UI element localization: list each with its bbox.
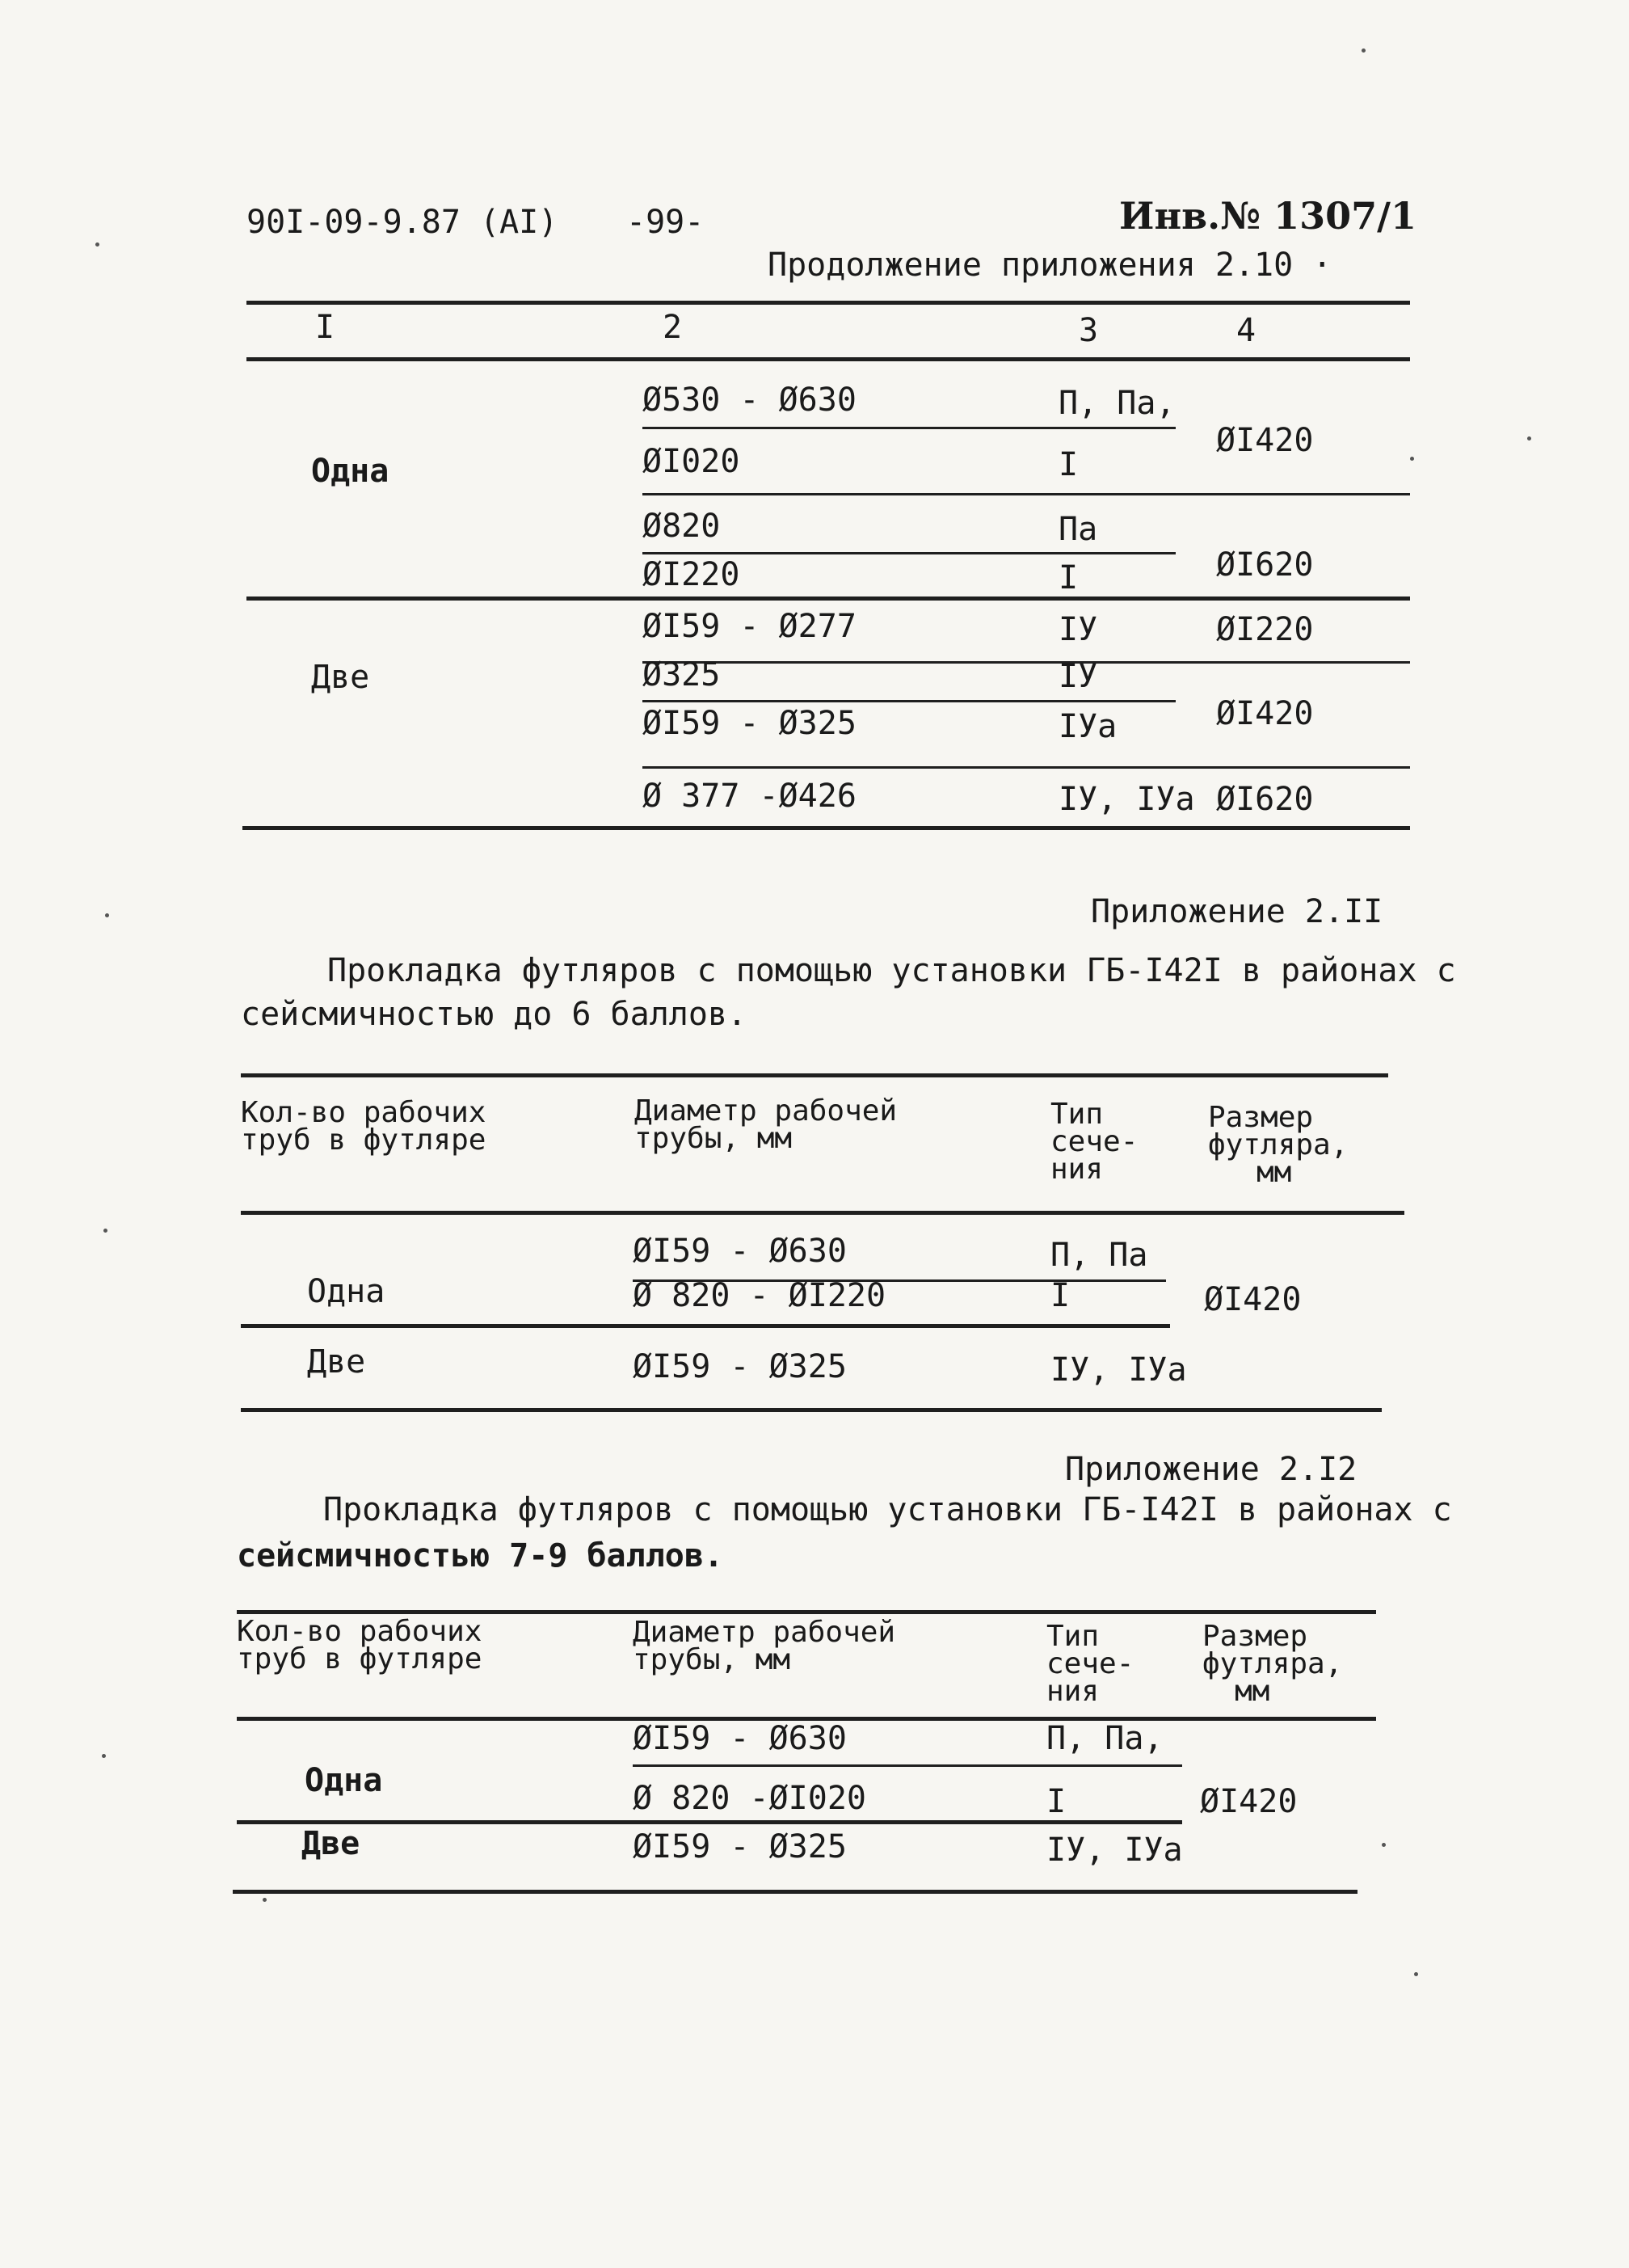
- table-cell: ØI59 - Ø630: [633, 1720, 847, 1757]
- column-header-count: Кол-во рабочих труб в футляре: [241, 1096, 486, 1157]
- group-label-two: Две: [301, 1825, 360, 1862]
- table-cell: ØI59 - Ø325: [633, 1828, 847, 1865]
- table-cell: Ø820: [642, 508, 721, 545]
- table-cell: IУ: [1059, 611, 1098, 648]
- table-cell: ØI420: [1216, 695, 1314, 732]
- table-cell: ØI420: [1200, 1783, 1298, 1820]
- appendix-2-12-paragraph-line2: сейсмичностью 7-9 баллов.: [237, 1537, 724, 1575]
- table-cell: ØI620: [1216, 781, 1314, 818]
- scan-speck: [1382, 1843, 1386, 1847]
- appendix-2-11-paragraph-line1: Прокладка футляров с помощью установки ГБ-I42I в районах с: [327, 952, 1456, 989]
- table-cell: Ø 820 -ØI020: [633, 1780, 866, 1817]
- table-cell: I: [1046, 1783, 1067, 1820]
- column-header-1: I: [315, 309, 335, 346]
- column-header-4: 4: [1236, 312, 1256, 349]
- table-cell: IУа: [1059, 708, 1118, 745]
- appendix-2-12-title: Приложение 2.I2: [1065, 1451, 1358, 1488]
- scan-speck: [1414, 1972, 1418, 1976]
- column-header-section-type: Тип сече- ния: [1046, 1620, 1134, 1708]
- column-header-diameter: Диаметр рабочей трубы, мм: [634, 1094, 898, 1155]
- table-cell: ØI59 - Ø630: [633, 1233, 847, 1270]
- table-cell: ØI620: [1216, 546, 1314, 584]
- table-cell: Ø530 - Ø630: [642, 382, 857, 419]
- document-code: 90I-09-9.87 (AI): [246, 204, 558, 241]
- continuation-caption: Продолжение приложения 2.10 ·: [768, 247, 1332, 284]
- column-header-2: 2: [663, 309, 683, 346]
- table-cell: I: [1050, 1277, 1071, 1314]
- table-cell: ØI420: [1216, 422, 1314, 459]
- table-cell: I: [1059, 559, 1079, 597]
- column-header-casing-size: Размер футляра, мм: [1202, 1620, 1343, 1708]
- table-cell: ØI220: [642, 556, 740, 593]
- group-label-two: Две: [311, 659, 370, 696]
- table-cell: ØI59 - Ø325: [642, 705, 857, 742]
- scan-speck: [1362, 48, 1366, 53]
- table-cell: П, Па: [1050, 1237, 1148, 1274]
- group-label-one: Одна: [307, 1273, 385, 1310]
- appendix-2-11-paragraph-line2: сейсмичностью до 6 баллов.: [241, 996, 747, 1033]
- column-header-diameter: Диаметр рабочей трубы, мм: [633, 1616, 896, 1676]
- scan-speck: [103, 1229, 107, 1233]
- table-cell: ØI59 - Ø325: [633, 1348, 847, 1385]
- table-cell: ØI220: [1216, 611, 1314, 648]
- table-cell: ØI59 - Ø277: [642, 608, 857, 645]
- scan-speck: [1410, 457, 1414, 461]
- column-header-section-type: Тип сече- ния: [1050, 1098, 1139, 1186]
- inventory-number: Инв.№ 1307/1: [1119, 194, 1416, 238]
- table-cell: Ø325: [642, 656, 721, 693]
- scan-speck: [263, 1898, 267, 1902]
- page-number: -99-: [626, 204, 705, 241]
- column-header-casing-size: Размер футляра, мм: [1208, 1101, 1349, 1189]
- table-cell: П, Па,: [1059, 385, 1176, 422]
- table-cell: IУ, IУа: [1059, 781, 1195, 818]
- table-cell: ØI420: [1204, 1281, 1302, 1318]
- table-cell: IУ: [1059, 658, 1098, 695]
- column-header-count: Кол-во рабочих труб в футляре: [237, 1615, 482, 1676]
- table-cell: IУ, IУа: [1046, 1832, 1183, 1869]
- table-cell: Ø 377 -Ø426: [642, 778, 857, 815]
- table-cell: I: [1059, 446, 1079, 483]
- group-label-one: Одна: [311, 453, 389, 490]
- scan-speck: [95, 242, 99, 247]
- group-label-one: Одна: [305, 1762, 383, 1799]
- table-cell: IУ, IУа: [1050, 1351, 1187, 1389]
- appendix-2-11-title: Приложение 2.II: [1091, 893, 1383, 930]
- scan-speck: [105, 913, 109, 917]
- table-cell: Ø 820 - ØI220: [633, 1277, 886, 1314]
- table-cell: ØI020: [642, 443, 740, 480]
- column-header-3: 3: [1079, 312, 1099, 349]
- scan-speck: [102, 1754, 106, 1758]
- appendix-2-12-paragraph-line1: Прокладка футляров с помощью установки ГБ-I42I в районах с: [323, 1491, 1452, 1528]
- scan-speck: [1527, 436, 1531, 441]
- group-label-two: Две: [307, 1343, 366, 1381]
- table-cell: П, Па,: [1046, 1720, 1164, 1757]
- table-cell: Па: [1059, 511, 1098, 548]
